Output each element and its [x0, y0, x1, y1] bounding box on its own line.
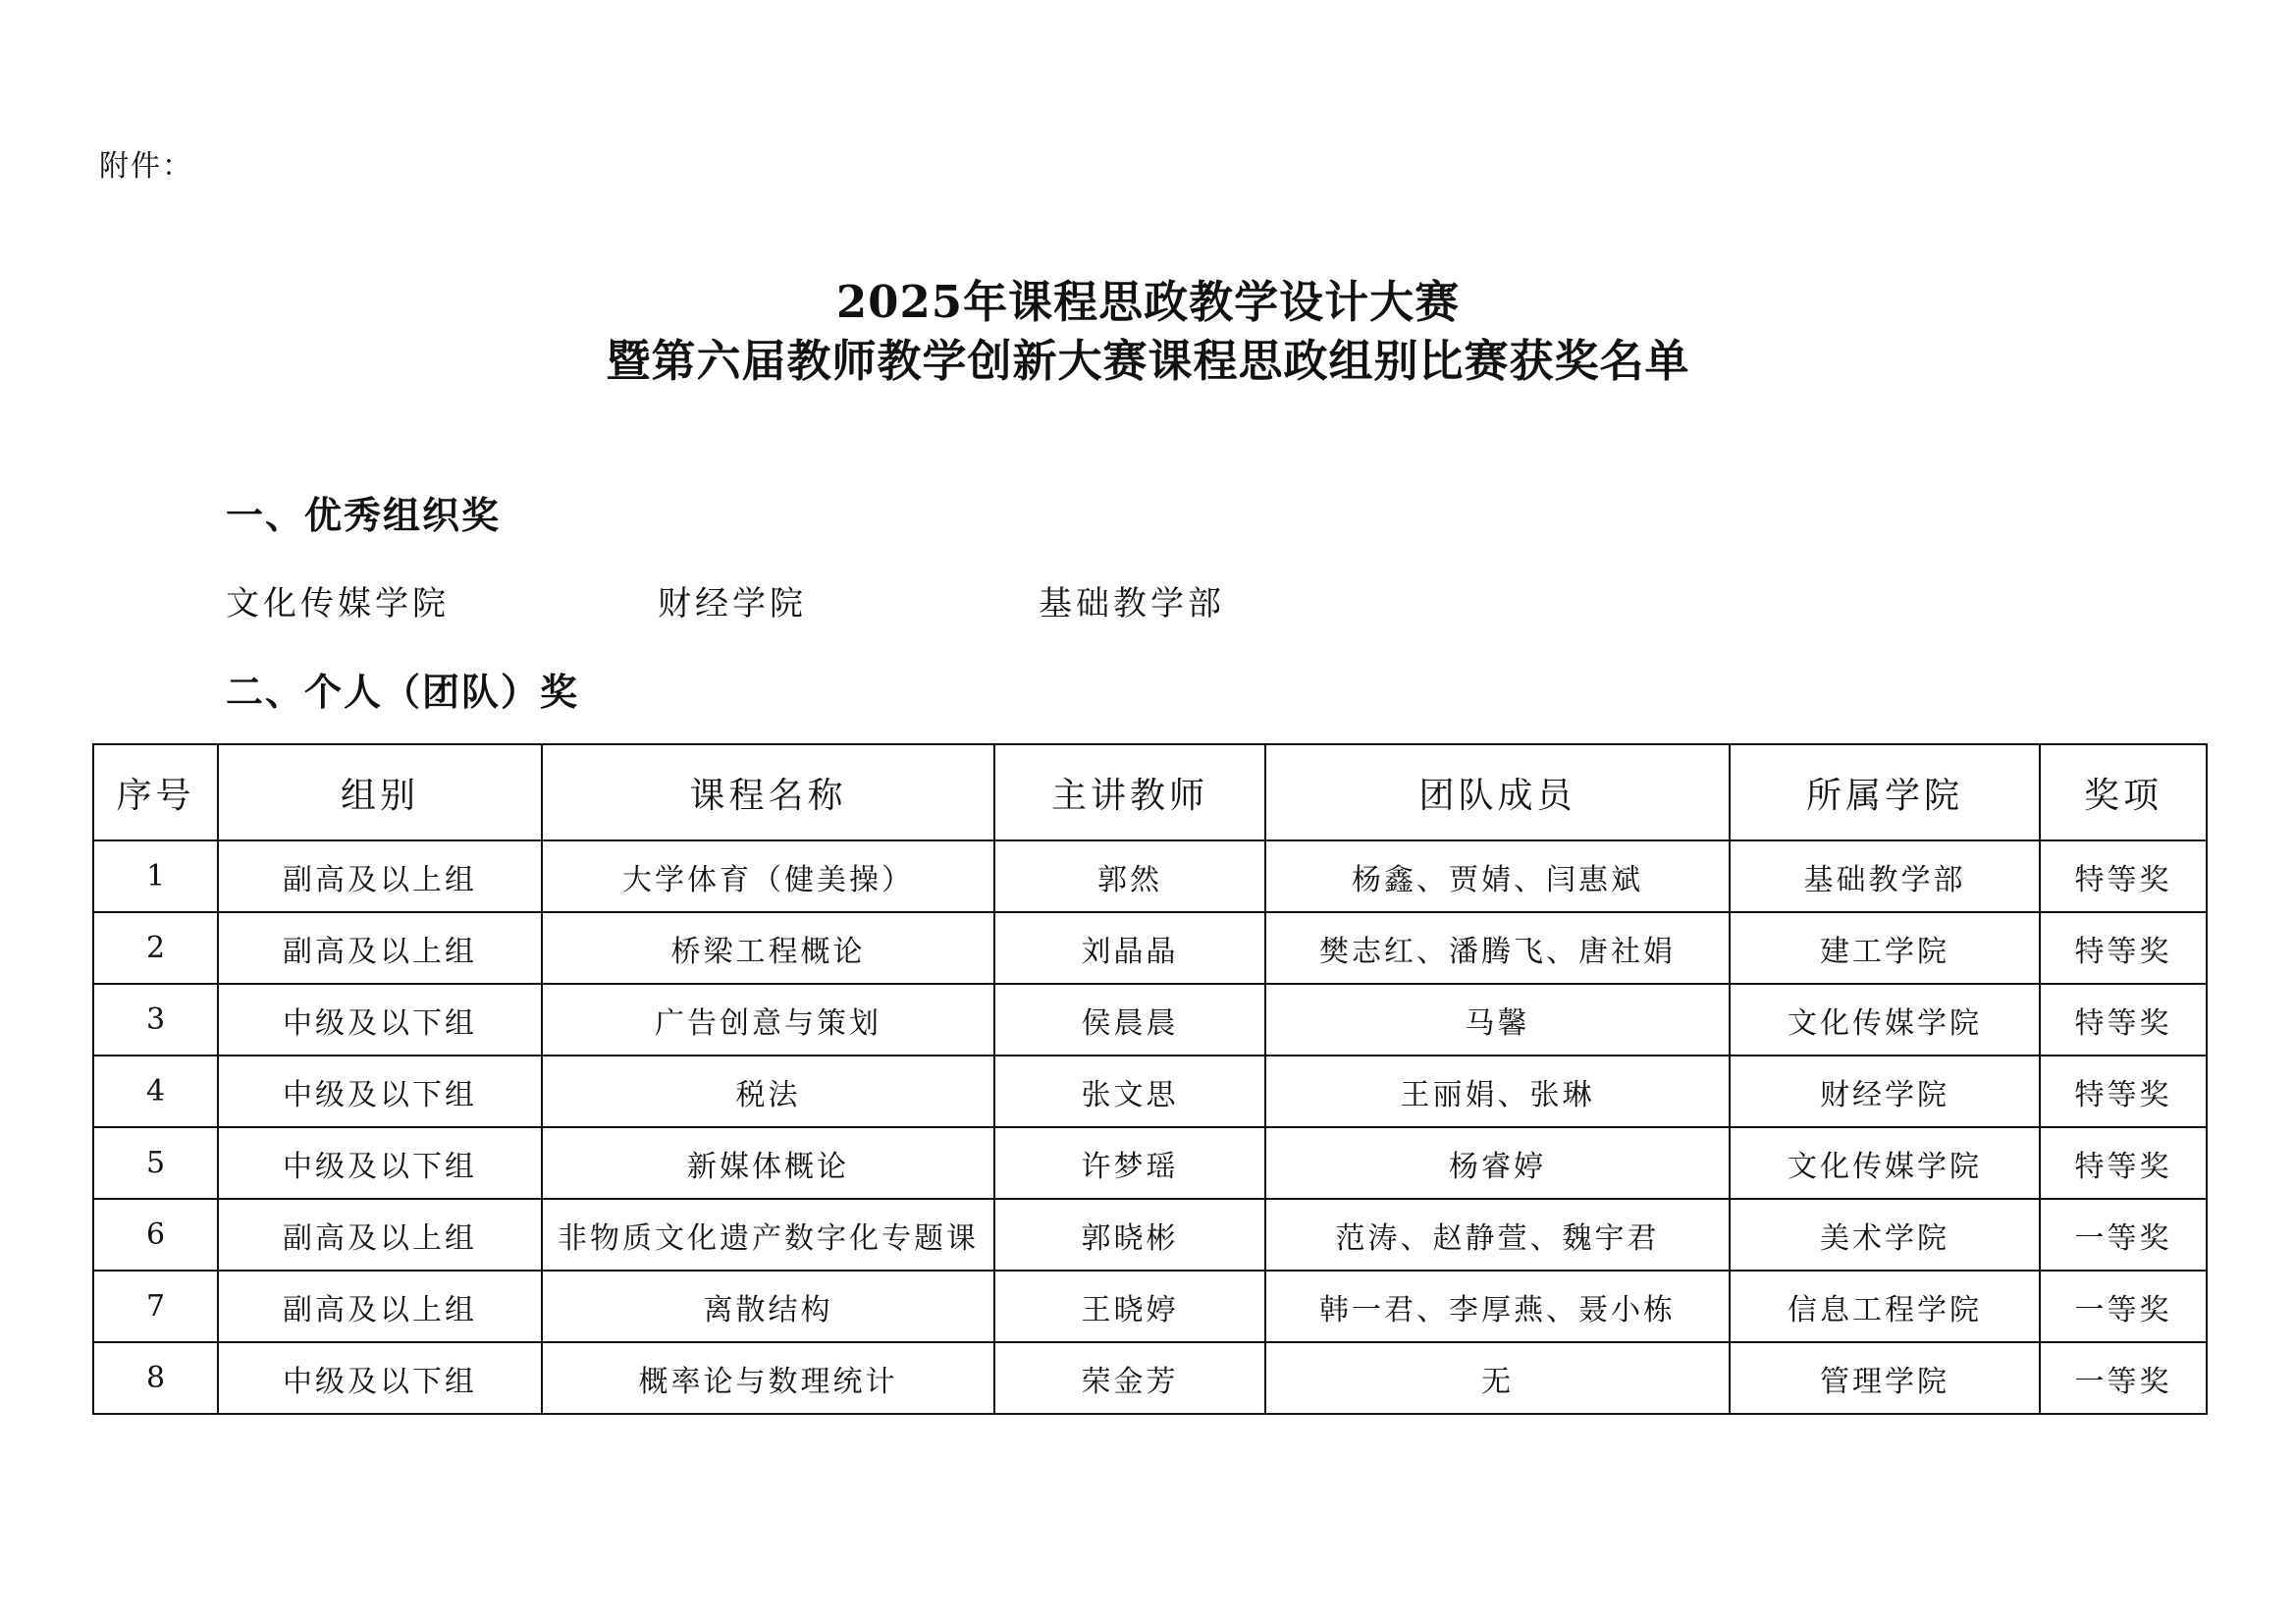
- cell-index: 1: [93, 840, 218, 912]
- cell-college: 基础教学部: [1730, 840, 2040, 912]
- table-header-row: [93, 744, 2207, 840]
- organization-award-list: [0, 579, 2296, 628]
- table-row: [93, 1056, 2207, 1127]
- table-row: [93, 912, 2207, 984]
- column-header-group: 组别: [218, 744, 542, 840]
- cell-index: 4: [93, 1056, 218, 1127]
- cell-index: 6: [93, 1199, 218, 1271]
- table-row: [93, 1199, 2207, 1271]
- column-header-index: 序号: [93, 744, 218, 840]
- section-heading-organization-award: 一、优秀组织奖: [226, 494, 502, 537]
- cell-award: 特等奖: [2040, 1056, 2207, 1127]
- table-row: [93, 984, 2207, 1056]
- cell-course: 税法: [542, 1056, 994, 1127]
- cell-index: 7: [93, 1271, 218, 1342]
- cell-college: 文化传媒学院: [1730, 1127, 2040, 1199]
- document-title: [0, 273, 2296, 391]
- cell-college: 美术学院: [1730, 1199, 2040, 1271]
- cell-course: 概率论与数理统计: [542, 1342, 994, 1414]
- cell-award: 特等奖: [2040, 984, 2207, 1056]
- table-row: [93, 840, 2207, 912]
- cell-course: 桥梁工程概论: [542, 912, 994, 984]
- column-header-college: 所属学院: [1730, 744, 2040, 840]
- cell-lead-teacher: 许梦瑶: [994, 1127, 1265, 1199]
- cell-award: 特等奖: [2040, 912, 2207, 984]
- organization-award-item: 文化传媒学院: [226, 584, 450, 623]
- cell-team-members: 杨睿婷: [1265, 1127, 1730, 1199]
- cell-course: 广告创意与策划: [542, 984, 994, 1056]
- table-row: [93, 1342, 2207, 1414]
- cell-group: 副高及以上组: [218, 1271, 542, 1342]
- cell-course: 非物质文化遗产数字化专题课: [542, 1199, 994, 1271]
- cell-team-members: 韩一君、李厚燕、聂小栋: [1265, 1271, 1730, 1342]
- cell-college: 管理学院: [1730, 1342, 2040, 1414]
- title-line-2: 暨第六届教师教学创新大赛课程思政组别比赛获奖名单: [606, 335, 1690, 387]
- cell-group: 副高及以上组: [218, 840, 542, 912]
- cell-team-members: 马馨: [1265, 984, 1730, 1056]
- cell-award: 一等奖: [2040, 1271, 2207, 1342]
- cell-lead-teacher: 王晓婷: [994, 1271, 1265, 1342]
- organization-award-item: 基础教学部: [1039, 584, 1225, 623]
- cell-index: 3: [93, 984, 218, 1056]
- table-row: [93, 1271, 2207, 1342]
- column-header-team-members: 团队成员: [1265, 744, 1730, 840]
- cell-group: 中级及以下组: [218, 1127, 542, 1199]
- cell-team-members: 范涛、赵静萱、魏宇君: [1265, 1199, 1730, 1271]
- cell-team-members: 无: [1265, 1342, 1730, 1414]
- awards-table: [92, 743, 2208, 1415]
- organization-award-item: 财经学院: [658, 584, 807, 623]
- cell-lead-teacher: 郭然: [994, 840, 1265, 912]
- cell-lead-teacher: 侯晨晨: [994, 984, 1265, 1056]
- column-header-award: 奖项: [2040, 744, 2207, 840]
- cell-award: 一等奖: [2040, 1342, 2207, 1414]
- cell-group: 副高及以上组: [218, 912, 542, 984]
- cell-index: 2: [93, 912, 218, 984]
- cell-award: 一等奖: [2040, 1199, 2207, 1271]
- cell-college: 信息工程学院: [1730, 1271, 2040, 1342]
- cell-award: 特等奖: [2040, 840, 2207, 912]
- cell-award: 特等奖: [2040, 1127, 2207, 1199]
- column-header-lead-teacher: 主讲教师: [994, 744, 1265, 840]
- cell-group: 中级及以下组: [218, 1342, 542, 1414]
- cell-team-members: 樊志红、潘腾飞、唐社娟: [1265, 912, 1730, 984]
- cell-group: 中级及以下组: [218, 1056, 542, 1127]
- cell-index: 5: [93, 1127, 218, 1199]
- cell-course: 大学体育（健美操）: [542, 840, 994, 912]
- section-heading-individual-team-award: 二、个人（团队）奖: [226, 671, 580, 714]
- cell-college: 文化传媒学院: [1730, 984, 2040, 1056]
- cell-college: 财经学院: [1730, 1056, 2040, 1127]
- cell-index: 8: [93, 1342, 218, 1414]
- table-row: [93, 1127, 2207, 1199]
- cell-course: 新媒体概论: [542, 1127, 994, 1199]
- column-header-course: 课程名称: [542, 744, 994, 840]
- cell-college: 建工学院: [1730, 912, 2040, 984]
- title-line-1: 2025年课程思政教学设计大赛: [835, 276, 1461, 328]
- cell-team-members: 杨鑫、贾婧、闫惠斌: [1265, 840, 1730, 912]
- cell-group: 中级及以下组: [218, 984, 542, 1056]
- cell-team-members: 王丽娟、张琳: [1265, 1056, 1730, 1127]
- cell-lead-teacher: 刘晶晶: [994, 912, 1265, 984]
- cell-lead-teacher: 张文思: [994, 1056, 1265, 1127]
- cell-course: 离散结构: [542, 1271, 994, 1342]
- cell-group: 副高及以上组: [218, 1199, 542, 1271]
- cell-lead-teacher: 郭晓彬: [994, 1199, 1265, 1271]
- attachment-label: 附件：: [99, 149, 193, 184]
- cell-lead-teacher: 荣金芳: [994, 1342, 1265, 1414]
